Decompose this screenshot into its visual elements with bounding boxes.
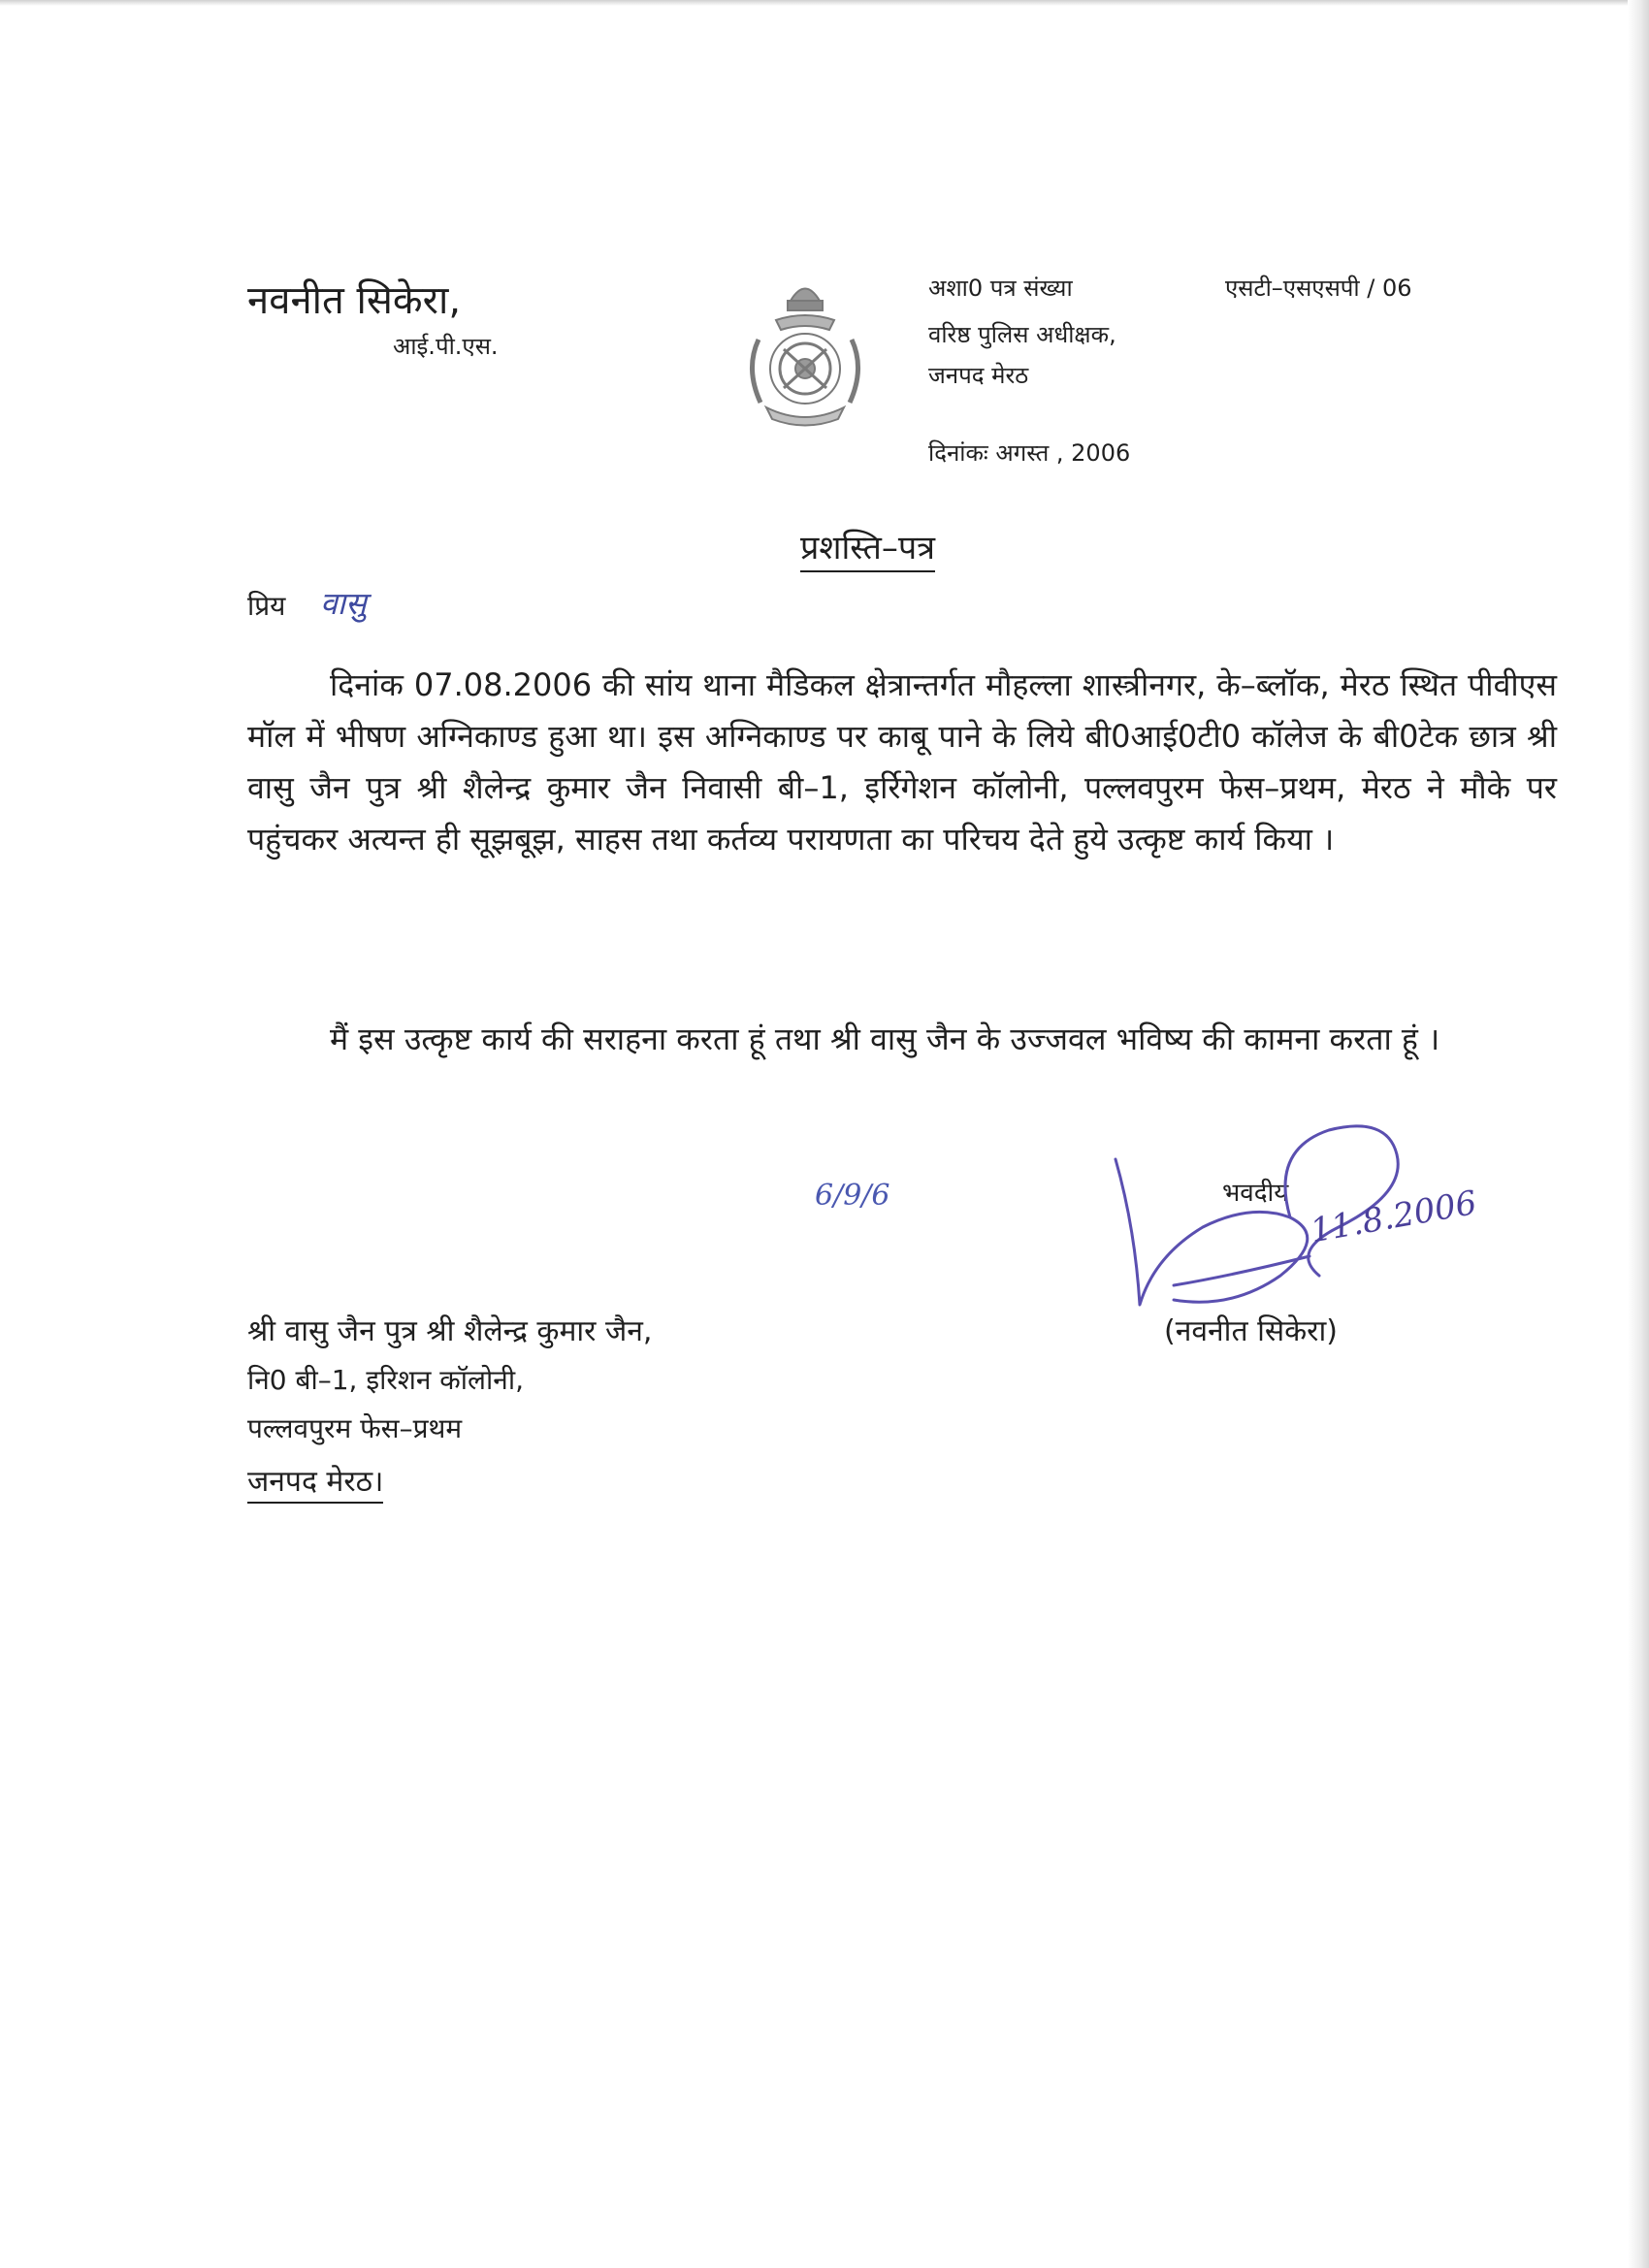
letter-date: दिनांकः अगस्त , 2006 [928,439,1131,467]
signer-name: (नवनीत सिकेरा) [1164,1314,1338,1348]
scan-edge-right [1628,0,1649,2268]
recipient-address-2: पल्लवपुरम फेस–प्रथम [247,1412,463,1444]
office-designation: वरिष्ठ पुलिस अधीक्षक, [928,321,1116,348]
salutation-handwritten: वासु [320,585,367,622]
closing-text: भवदीय [1222,1179,1289,1208]
recipient-district: जनपद मेरठ। [247,1460,383,1504]
salutation: प्रिय [247,590,286,622]
sender-service: आई.पी.एस. [393,333,499,360]
sender-name: नवनीत सिकेरा, [247,278,462,323]
police-emblem-icon [737,272,873,432]
recipient-name: श्री वासु जैन पुत्र श्री शैलेन्द्र कुमार जैन, [247,1314,653,1348]
scan-edge-top [0,0,1649,6]
body-paragraph-2: मैं इस उत्कृष्ट कार्य की सराहना करता हूं तथा श्री वासु जैन के उज्जवल भविष्य की कामना करता हूं । [330,1021,1440,1057]
office-district: जनपद मेरठ [928,362,1029,389]
document-title: प्रशस्ति–पत्र [800,524,935,572]
signature-date: 11.8.2006 [1308,1183,1480,1251]
reference-label: अशा0 पत्र संख्या [928,275,1073,302]
handwritten-mark: 6/9/6 [815,1179,890,1213]
recipient-address-1: नि0 बी–1, इरिशन कॉलोनी, [247,1364,524,1396]
body-paragraph-1: दिनांक 07.08.2006 की सांय थाना मैडिकल क्षेत्रान्तर्गत मौहल्ला शास्त्रीनगर, के–ब्लॉक, मेरठ स्थित पीवीएस मॉल में भीषण अग्निकाण्ड हुआ था। इस अग्निकाण्ड पर काबू पाने के लिये बी0आई0टी0 कॉलेज के बी0टेक छात्र श्री वासु जैन पुत्र श्री शैलेन्द्र कुमार जैन निवासी बी–1, इर्रिगेशन कॉलोनी, पल्लवपुरम फेस–प्रथम, मेरठ ने मौके पर पहुंचकर अत्यन्त ही सूझबूझ, साहस तथा कर्तव्य परायणता का परिचय देते हुये उत्कृष्ट कार्य किया । [247,666,1557,858]
reference-number: एसटी–एसएसपी / 06 [1225,275,1412,302]
